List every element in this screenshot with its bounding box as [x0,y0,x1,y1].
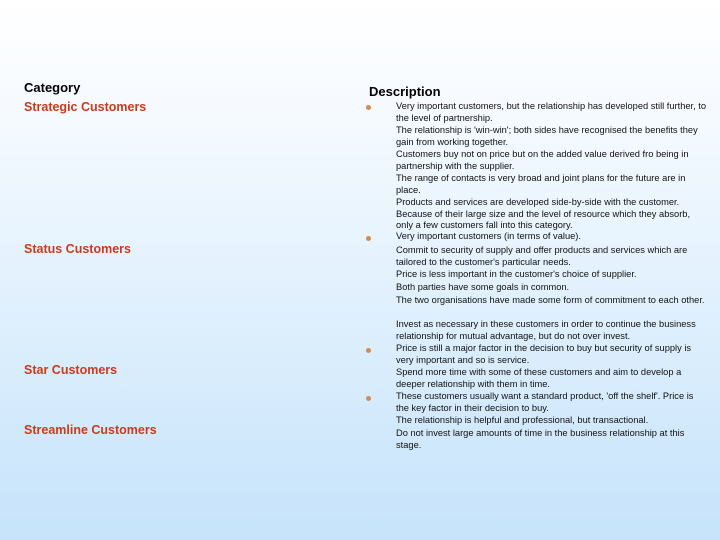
bullet-icon [366,105,371,110]
bullet-icon [366,348,371,353]
description-paragraph: Price is less important in the customer's choice of supplier. [396,269,637,279]
description-paragraph: Customers buy not on price but on the added value derived fro being in partnership with the supplier. [396,149,689,171]
bullet-icon [366,396,371,401]
category-star: Star Customers [24,363,118,377]
description-paragraph: The two organisations have made some form of commitment to each other. [396,295,705,305]
category-header: Category [24,80,81,95]
bullet-icon [366,236,371,241]
category-status: Status Customers [24,242,131,256]
description-header: Description [369,84,441,99]
description-paragraph: Do not invest large amounts of time in the business relationship at this stage. [396,428,685,450]
description-paragraph: Invest as necessary in these customers in order to continue the business relationship for mutual advantage, but do not over invest. [396,319,696,341]
description-paragraph: Very important customers, but the relationship has developed still further, to the level of partnership. [396,101,707,123]
description-paragraph: Commit to security of supply and offer products and services which are tailored to the customer's particular needs. [396,245,688,267]
description-paragraph: The relationship is helpful and professional, but transactional. [396,415,649,425]
category-streamline: Streamline Customers [24,423,157,437]
description-paragraph: Price is still a major factor in the decision to buy but security of supply is very important and so is service. [396,343,692,365]
category-strategic: Strategic Customers [24,100,147,114]
description-paragraph: Very important customers (in terms of value). [396,231,581,241]
description-paragraph: These customers usually want a standard product, 'off the shelf'. Price is the key factor in their decision to buy. [396,391,694,413]
description-paragraph: Both parties have some goals in common. [396,282,570,292]
description-paragraph: Products and services are developed side-by-side with the customer. Because of their large size and the level of resource which they absorb, only a few customers fall into this category. [396,197,691,230]
description-paragraph: Spend more time with some of these customers and aim to develop a deeper relationship with them in time. [396,367,682,389]
description-paragraph: The relationship is 'win-win'; both sides have recognised the benefits they gain from working together. [396,125,698,147]
description-paragraph: The range of contacts is very broad and joint plans for the future are in place. [396,173,686,195]
